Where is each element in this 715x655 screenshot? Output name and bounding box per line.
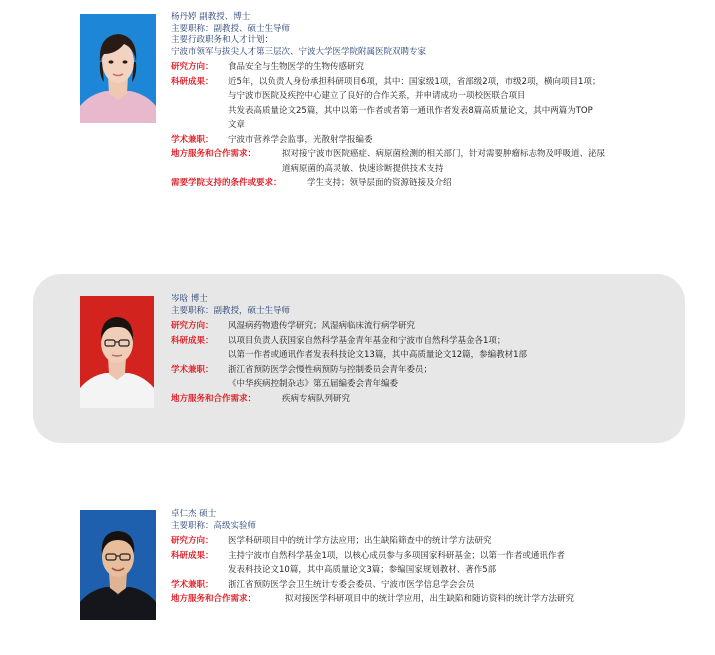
field-academic-roles [171, 363, 691, 392]
portrait-photo [80, 14, 156, 123]
field-line: 以第一作者或通讯作者发表科技论文13篇，其中高质量论文12篇，参编教材1部 [228, 350, 528, 360]
field-label: 研究方向： [171, 321, 214, 331]
field-label: 科研成果： [171, 550, 214, 561]
profile-title: 主要职称：副教授，硕士生导师 [171, 305, 291, 316]
field-line: 浙江省预防医学会慢性病预防与控制委员会青年委员； [228, 364, 433, 375]
field-support-needs [171, 176, 691, 191]
field-label: 科研成果： [171, 335, 214, 346]
field-label: 学术兼职： [171, 579, 214, 590]
field-line: 食品安全与生物医学的生物传感研究 [228, 62, 365, 72]
field-line: 宁波市营养学会监事，光散射学报编委 [228, 134, 373, 145]
portrait-photo [80, 296, 154, 408]
field-local-service [171, 147, 691, 176]
field-academic-roles [171, 578, 691, 593]
field-line: 近5年，以负责人身份承担科研项目6项，其中：国家级1项，省部级2项，市级2项，横向项目1项； [228, 76, 601, 87]
profile-name: 岑晗 博士 [171, 294, 208, 304]
field-line: 主持宁波市自然科学基金1项，以核心成员参与多项国家科研基金；以第一作者或通讯作者 [228, 550, 565, 561]
field-line: 文章 [228, 120, 246, 130]
field-line: 与宁波市医院及疾控中心建立了良好的合作关系，并申请成功一项校医联合项目 [228, 91, 526, 101]
field-line: 浙江省预防医学会卫生统计专委会委员、宁波市医学信息学会会员 [228, 579, 475, 590]
field-line: 《中华疾病控制杂志》第五届编委会青年编委 [228, 379, 399, 389]
field-achievements [171, 549, 691, 578]
field-label: 学术兼职： [171, 364, 214, 375]
field-label: 研究方向： [171, 62, 214, 72]
field-line: 共发表高质量论文25篇，其中以第一作者或者第一通讯作者发表8篇高质量论文，其中两篇为TOP [228, 105, 593, 116]
field-label: 学术兼职： [171, 134, 214, 145]
field-research-direction [171, 60, 691, 75]
field-line: 疾病专病队列研究 [282, 393, 351, 404]
field-label: 研究方向： [171, 536, 214, 546]
field-achievements [171, 75, 691, 133]
field-achievements [171, 334, 691, 363]
field-line: 发表科技论文10篇，其中高质量论文3篇；参编国家规划教材、著作5部 [228, 565, 497, 575]
field-line: 风湿病药物遗传学研究；风湿病临床流行病学研究 [228, 321, 416, 331]
field-line: 学生支持；领导层面的资源链接及介绍 [307, 178, 452, 188]
field-academic-roles [171, 133, 691, 148]
field-research-direction [171, 534, 691, 549]
profile-admin-label: 主要行政职务和人才计划： [171, 35, 274, 45]
field-label: 需要学院支持的条件或要求： [171, 178, 282, 188]
profile-admin-value: 宁波市领军与拔尖人才第三层次、宁波大学医学院附属医院双聘专家 [171, 46, 427, 57]
field-line: 拟对接宁波市医院癌症、病原菌检测的相关部门，针对需要肿瘤标志物及呼吸道、泌尿 [282, 149, 606, 159]
field-label: 地方服务和合作需求： [171, 594, 257, 604]
field-line: 拟对接医学科研项目中的统计学应用，出生缺陷和随访资料的统计学方法研究 [285, 594, 575, 604]
profile-name: 卓仁杰 硕士 [171, 509, 217, 519]
field-label: 地方服务和合作需求： [171, 149, 257, 159]
profile-name: 杨丹婷 副教授、博士 [171, 12, 251, 22]
field-label: 地方服务和合作需求： [171, 393, 257, 404]
profile-title: 主要职称：副教授、硕士生导师 [171, 23, 291, 34]
field-line: 以项目负责人获国家自然科学基金青年基金和宁波市自然科学基金各1项； [228, 335, 506, 346]
portrait-photo [80, 510, 156, 620]
field-line: 医学科研项目中的统计学方法应用；出生缺陷筛查中的统计学方法研究 [228, 536, 492, 546]
field-local-service [171, 592, 691, 607]
field-line: 道病原菌的高灵敏、快速诊断提供技术支持 [282, 163, 444, 174]
field-label: 科研成果： [171, 76, 214, 87]
field-local-service [171, 392, 691, 407]
field-research-direction [171, 319, 691, 334]
profile-title: 主要职称：高级实验师 [171, 520, 257, 531]
